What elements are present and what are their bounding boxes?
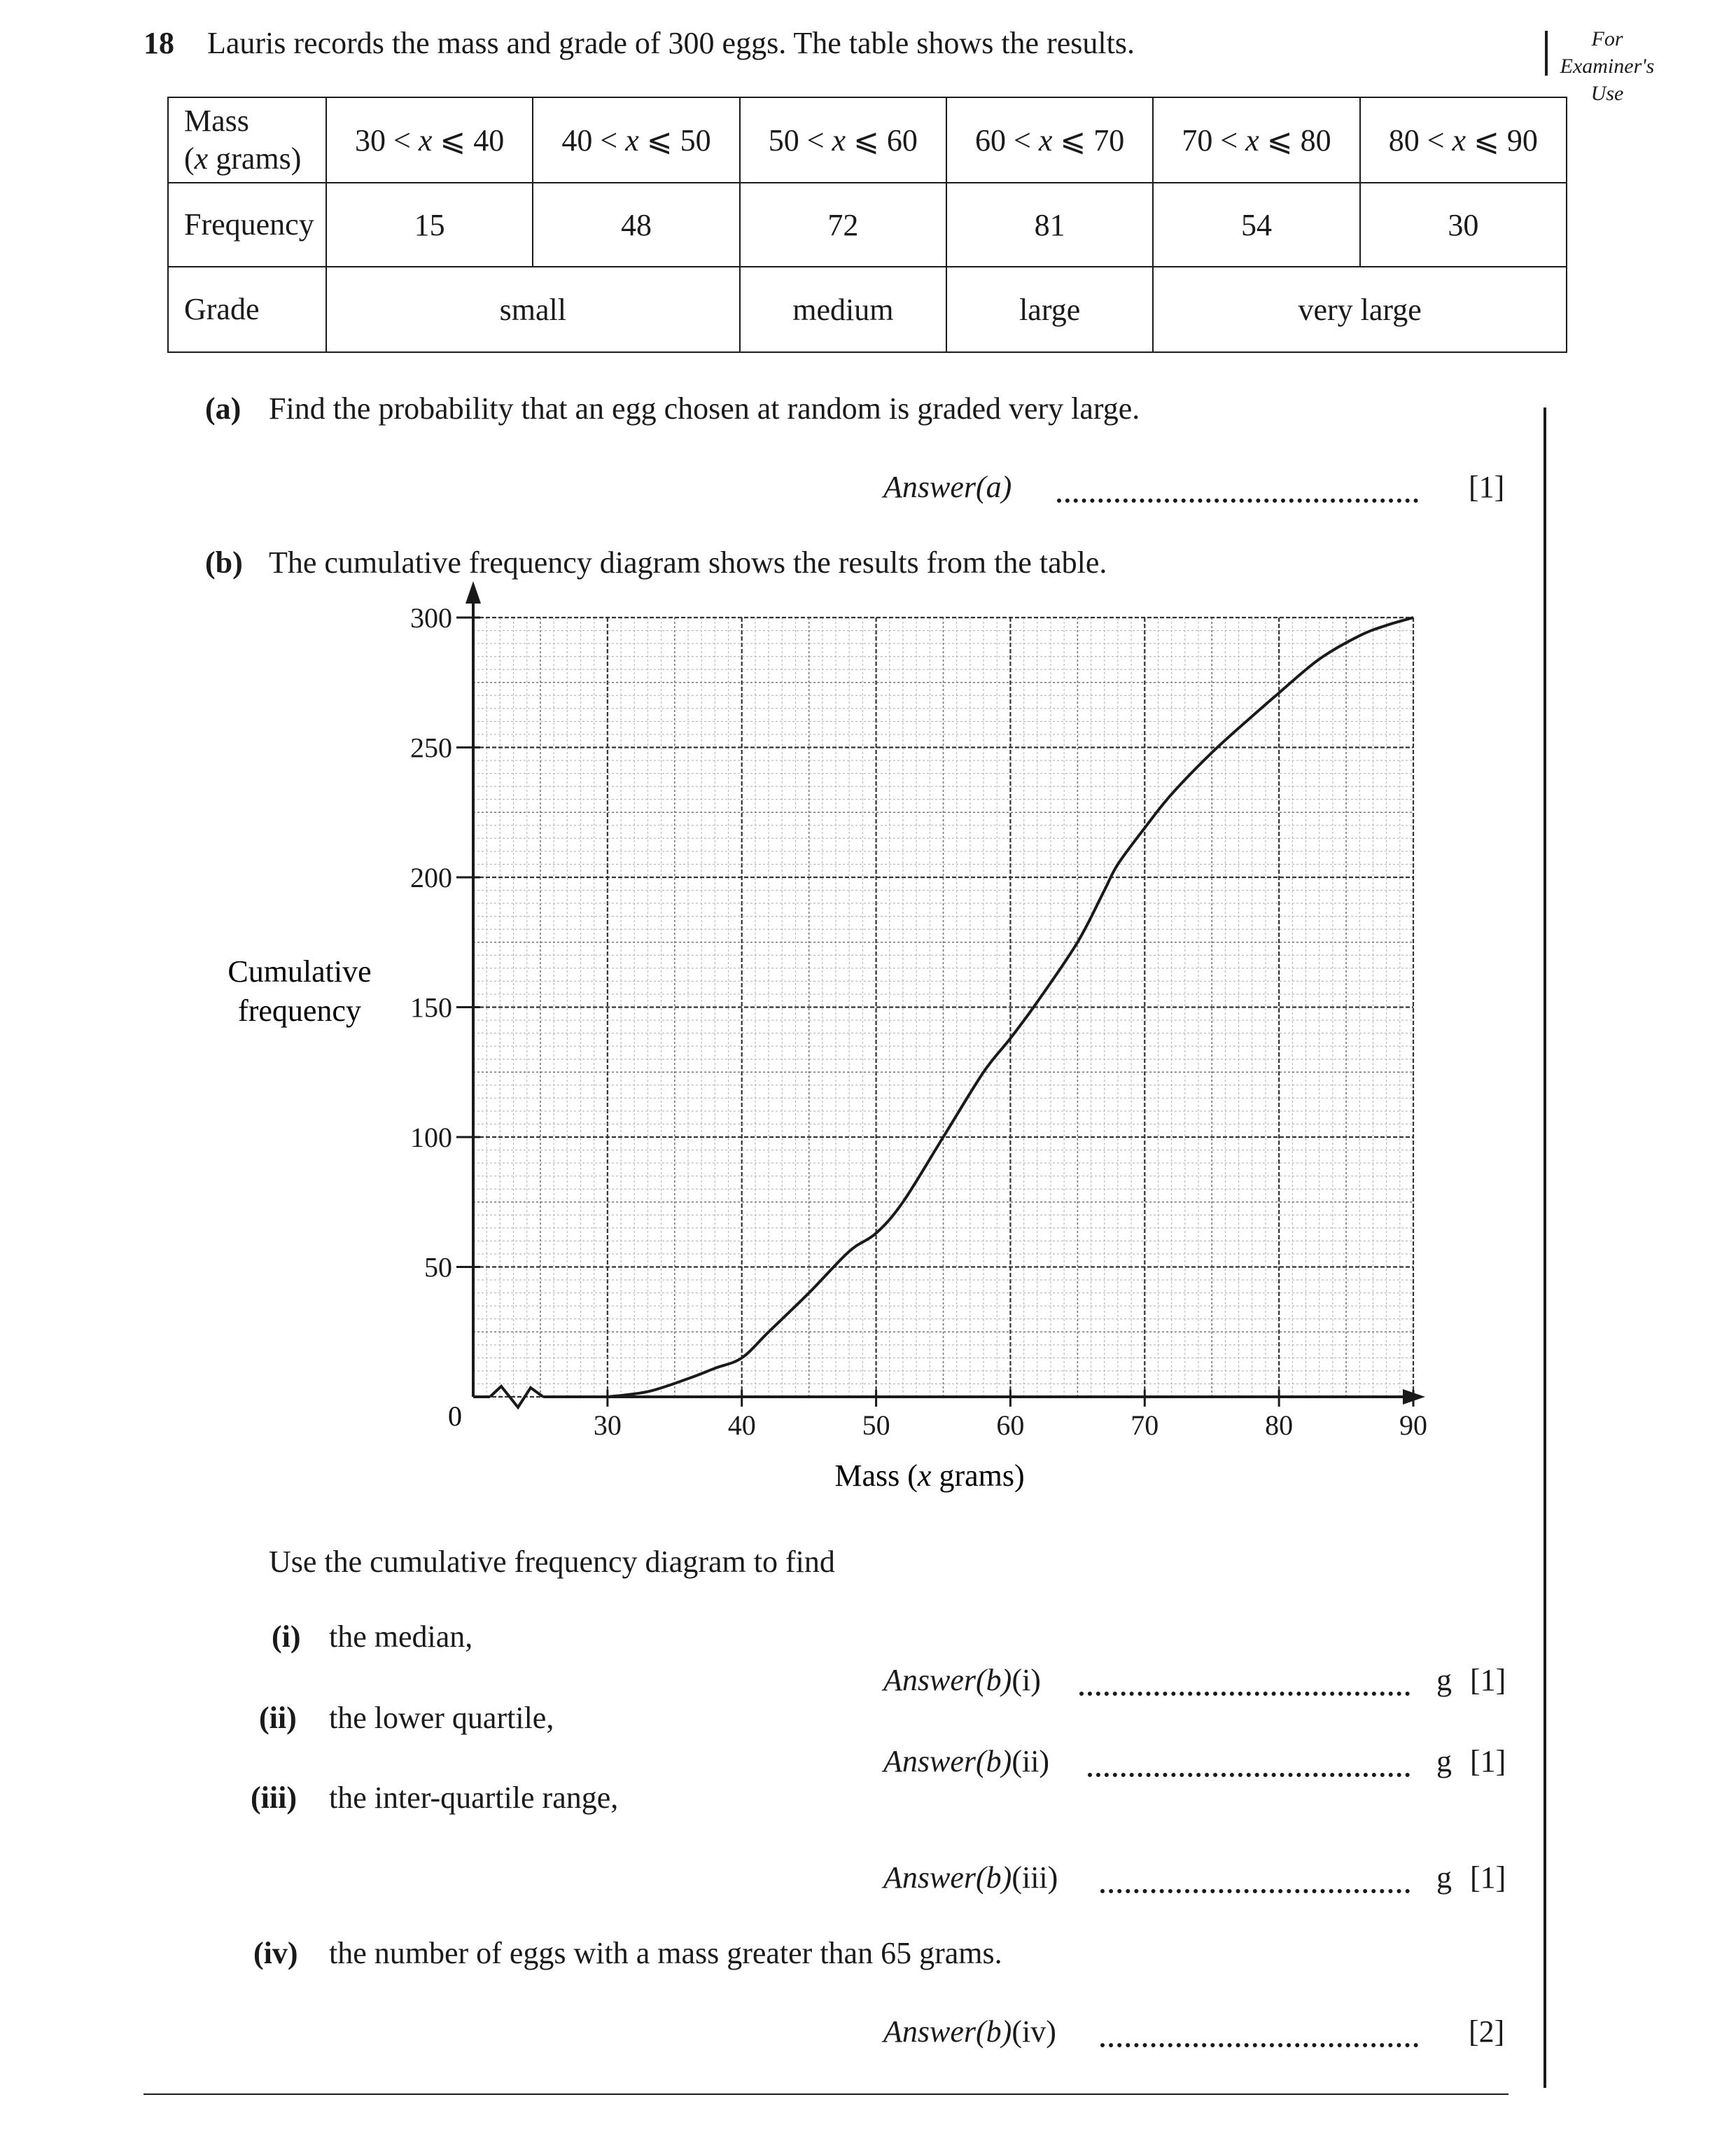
subpart-ii-text: the lower quartile,	[329, 1701, 554, 1735]
question-number: 18	[144, 26, 174, 60]
grade-header-cell: Grade	[168, 267, 326, 352]
origin-label: 0	[448, 1400, 462, 1432]
answer-b-i-label: Answer(b)(i)	[883, 1663, 1041, 1697]
x-axis-label: Mass (x grams)	[834, 1458, 1025, 1493]
y-tick-label: 300	[410, 602, 452, 634]
frequency-cell: 72	[740, 183, 946, 267]
mass-header-line1: Mass	[184, 104, 249, 138]
x-tick-label: 70	[1130, 1409, 1159, 1441]
subpart-ii-label: (ii)	[259, 1701, 297, 1735]
answer-a-label: Answer(a)	[883, 470, 1012, 504]
x-tick-label: 40	[727, 1409, 756, 1441]
y-axis-label-line1: Cumulative	[227, 954, 372, 989]
frequency-cell: 15	[326, 183, 533, 267]
y-tick-label: 50	[424, 1251, 452, 1283]
frequency-header-cell: Frequency	[168, 183, 326, 267]
frequency-cell: 48	[533, 183, 739, 267]
subpart-iv-marks: [2]	[1469, 2014, 1505, 2049]
grade-cell-small: small	[326, 267, 740, 352]
answer-b-ii-line[interactable]	[1088, 1773, 1410, 1777]
answer-b-ii-label: Answer(b)(ii)	[883, 1744, 1050, 1778]
part-b-instruction: Use the cumulative frequency diagram to find	[269, 1545, 835, 1579]
subpart-ii-marks: [1]	[1470, 1744, 1506, 1778]
part-a-marks: [1]	[1469, 470, 1505, 504]
grade-cell-very-large: very large	[1153, 267, 1567, 352]
mass-interval-cell: 60 < x ⩽ 70	[946, 97, 1153, 183]
subpart-iii-label: (iii)	[251, 1781, 297, 1815]
mass-interval-cell: 70 < x ⩽ 80	[1153, 97, 1359, 183]
chart-grid	[473, 618, 1413, 1397]
part-b-label: (b)	[205, 545, 243, 580]
subpart-iv-text: the number of eggs with a mass greater than 65 grams.	[329, 1936, 1002, 1970]
x-tick-label: 50	[862, 1409, 890, 1441]
axis-break-zigzag	[490, 1386, 543, 1407]
mass-interval-cell: 80 < x ⩽ 90	[1360, 97, 1567, 183]
answer-b-i-unit: g	[1436, 1663, 1452, 1697]
answer-b-i-line[interactable]	[1079, 1692, 1410, 1696]
x-tick-label: 60	[996, 1409, 1025, 1441]
answer-b-iii-unit: g	[1436, 1860, 1452, 1895]
answer-b-ii-unit: g	[1436, 1744, 1452, 1778]
y-tick-label: 100	[410, 1122, 452, 1153]
grade-cell-medium: medium	[740, 267, 946, 352]
subpart-i-text: the median,	[329, 1619, 473, 1654]
mass-interval-cell: 50 < x ⩽ 60	[740, 97, 946, 183]
grade-cell-large: large	[946, 267, 1153, 352]
subpart-iii-text: the inter-quartile range,	[329, 1781, 619, 1815]
frequency-cell: 54	[1153, 183, 1359, 267]
part-b-text: The cumulative frequency diagram shows the results from the table.	[269, 545, 1107, 580]
subpart-i-label: (i)	[272, 1619, 301, 1654]
mass-header-line2: (x grams)	[184, 141, 302, 176]
answer-b-iv-line[interactable]	[1100, 2043, 1418, 2047]
x-tick-label: 30	[593, 1409, 622, 1441]
question-intro: Lauris records the mass and grade of 300 eggs. The table shows the results.	[207, 26, 1135, 60]
y-tick-label: 250	[410, 732, 452, 764]
for-examiners-use-label: For Examiner's Use	[1560, 27, 1655, 105]
answer-b-iii-label: Answer(b)(iii)	[883, 1860, 1058, 1895]
subpart-iv-label: (iv)	[253, 1936, 298, 1970]
frequency-cell: 81	[946, 183, 1153, 267]
mass-interval-cell: 40 < x ⩽ 50	[533, 97, 739, 183]
part-a-text: Find the probability that an egg chosen at random is graded very large.	[269, 391, 1140, 426]
y-axis-arrow	[465, 581, 481, 604]
mass-interval-cell: 30 < x ⩽ 40	[326, 97, 533, 183]
frequency-cell: 30	[1360, 183, 1567, 267]
answer-b-iii-line[interactable]	[1100, 1889, 1410, 1893]
y-tick-label: 200	[410, 862, 452, 893]
x-tick-label: 80	[1265, 1409, 1294, 1441]
y-tick-label: 150	[410, 991, 452, 1024]
subpart-i-marks: [1]	[1470, 1663, 1506, 1697]
y-axis-label-line2: frequency	[238, 994, 361, 1028]
page-bottom-rule	[144, 2093, 1508, 2095]
x-tick-label: 90	[1399, 1409, 1427, 1441]
subpart-iii-marks: [1]	[1470, 1860, 1506, 1895]
part-a-label: (a)	[205, 391, 241, 426]
answer-b-iv-label: Answer(b)(iv)	[883, 2014, 1056, 2049]
